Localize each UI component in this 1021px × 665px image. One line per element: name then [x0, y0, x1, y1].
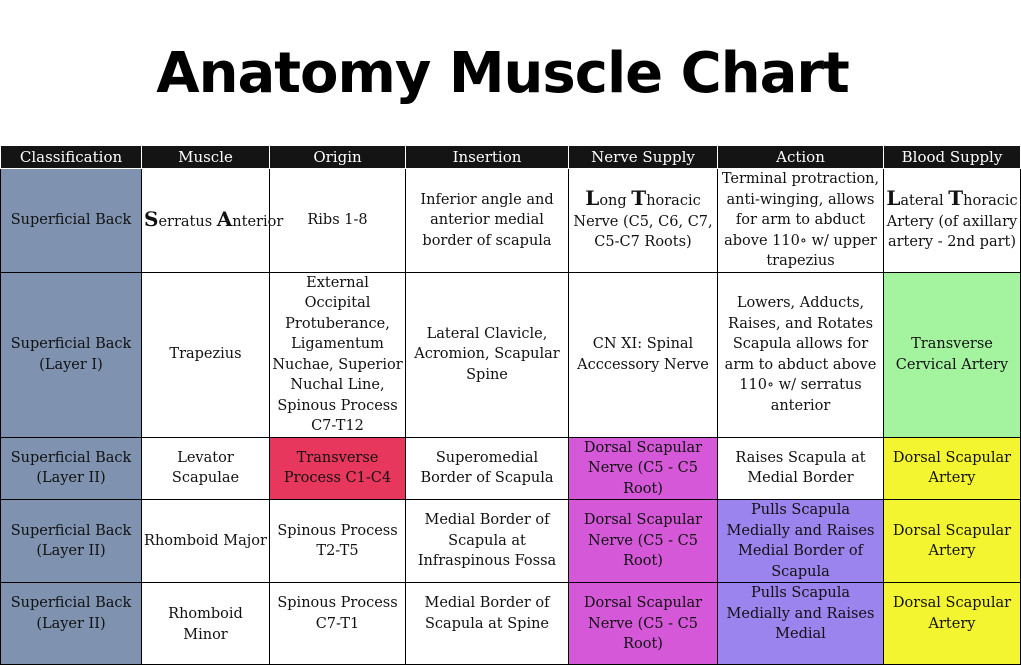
muscle-cell: Rhomboid Minor	[142, 583, 270, 665]
nerve-supply-cell: Dorsal Scapular Nerve (C5 - C5 Root)	[569, 583, 718, 665]
muscle-cell: Levator Scapulae	[142, 437, 270, 500]
blood-text: horacic Artery (of axillary artery - 2nd part)	[886, 193, 1018, 250]
nerve-initial: T	[631, 186, 647, 210]
origin-cell: Transverse Process C1-C4	[270, 437, 406, 500]
muscle-text: erratus	[158, 213, 217, 230]
classification-cell: Superficial Back (Layer II)	[1, 583, 142, 665]
header-action: Action	[718, 146, 884, 169]
nerve-initial: L	[585, 186, 600, 210]
nerve-supply-cell: CN XI: Spinal Acccessory Nerve	[569, 272, 718, 437]
blood-supply-cell: Dorsal Scapular Artery	[884, 437, 1021, 500]
muscle-initial: S	[144, 206, 159, 231]
header-classification: Classification	[1, 146, 142, 169]
classification-cell: Superficial Back (Layer II)	[1, 500, 142, 583]
muscle-cell: Rhomboid Major	[142, 500, 270, 583]
origin-cell: External Occipital Protuberance, Ligamentum Nuchae, Superior Nuchal Line, Spinous Process C7-T12	[270, 272, 406, 437]
header-nerve-supply: Nerve Supply	[569, 146, 718, 169]
header-muscle: Muscle	[142, 146, 270, 169]
blood-supply-cell	[884, 169, 1021, 273]
table-header-row	[1, 146, 1021, 169]
insertion-cell: Lateral Clavicle, Acromion, Scapular Spine	[406, 272, 569, 437]
muscle-initial: A	[216, 206, 233, 231]
blood-initial: L	[886, 186, 901, 210]
table-row	[1, 437, 1021, 500]
muscle-cell	[142, 169, 284, 273]
action-cell: Pulls Scapula Medially and Raises Medial	[718, 583, 884, 665]
blood-supply-cell: Dorsal Scapular Artery	[884, 583, 1021, 665]
blood-supply-cell: Transverse Cervical Artery	[884, 272, 1021, 437]
header-blood-supply: Blood Supply	[884, 146, 1021, 169]
action-cell: Raises Scapula at Medial Border	[718, 437, 884, 500]
origin-cell: Spinous Process C7-T1	[270, 583, 406, 665]
insertion-cell: Medial Border of Scapula at Infraspinous Fossa	[406, 500, 569, 583]
table-row	[1, 272, 1021, 437]
table-row	[1, 169, 1021, 273]
insertion-cell: Superomedial Border of Scapula	[406, 437, 569, 500]
header-insertion: Insertion	[406, 146, 569, 169]
classification-cell: Superficial Back (Layer I)	[1, 272, 142, 437]
nerve-supply-cell: Dorsal Scapular Nerve (C5 - C5 Root)	[569, 437, 718, 500]
muscle-chart-table	[0, 145, 1021, 665]
classification-cell: Superficial Back	[1, 169, 142, 273]
nerve-supply-cell: Dorsal Scapular Nerve (C5 - C5 Root)	[569, 500, 718, 583]
table-row	[1, 583, 1021, 665]
table-row	[1, 500, 1021, 583]
origin-cell: Ribs 1-8	[270, 169, 406, 273]
blood-supply-cell: Dorsal Scapular Artery	[884, 500, 1021, 583]
header-origin: Origin	[270, 146, 406, 169]
blood-initial: T	[948, 186, 964, 210]
muscle-cell: Trapezius	[142, 272, 270, 437]
nerve-supply-cell	[569, 169, 718, 273]
insertion-cell: Inferior angle and anterior medial border of scapula	[406, 169, 569, 273]
action-cell: Lowers, Adducts, Raises, and Rotates Scapula allows for arm to abduct above 110∘ w/ serratus anterior	[718, 272, 884, 437]
origin-cell: Spinous Process T2-T5	[270, 500, 406, 583]
insertion-cell: Medial Border of Scapula at Spine	[406, 583, 569, 665]
page-title: Anatomy Muscle Chart	[156, 41, 849, 106]
action-cell: Terminal protraction, anti-winging, allows for arm to abduct above 110∘ w/ upper trapezius	[718, 169, 884, 273]
classification-cell: Superficial Back (Layer II)	[1, 437, 142, 500]
action-cell: Pulls Scapula Medially and Raises Medial Border of Scapula	[718, 500, 884, 583]
nerve-text: ong	[599, 193, 632, 209]
nerve-text: horacic Nerve (C5, C6, C7, C5-C7 Roots)	[573, 193, 713, 250]
muscle-text: nterior	[232, 213, 284, 230]
blood-text: ateral	[900, 193, 949, 209]
